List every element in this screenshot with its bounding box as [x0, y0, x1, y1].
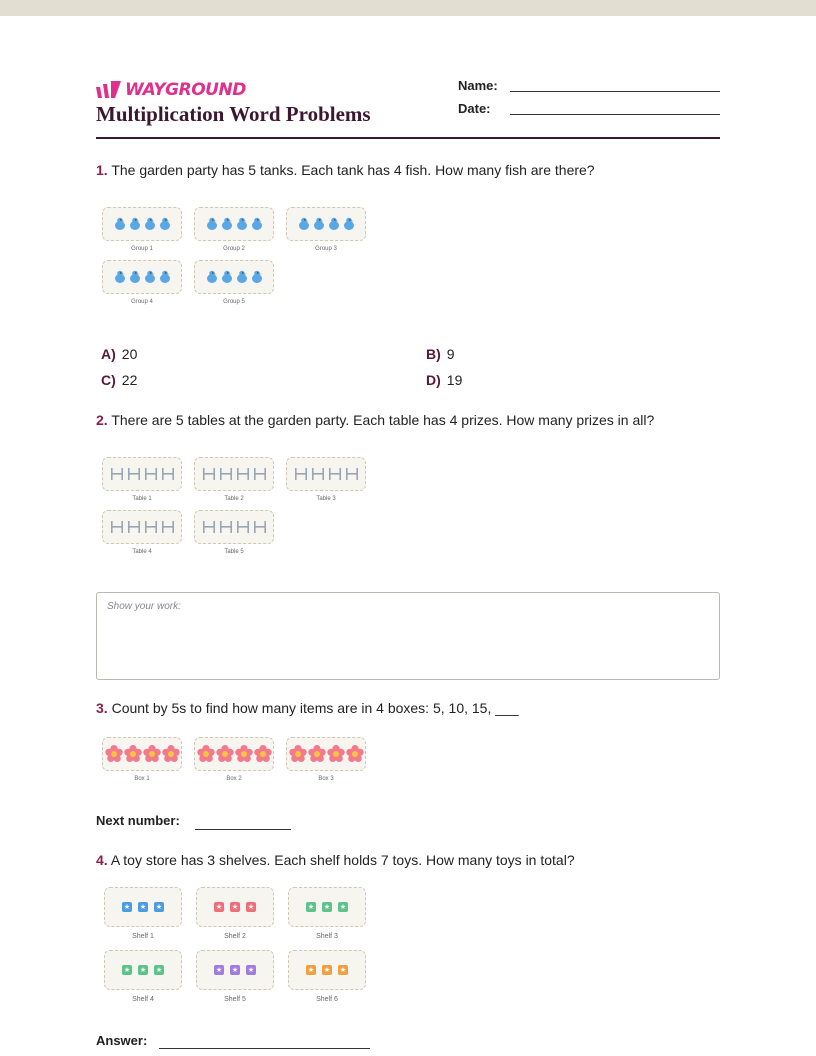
question-text: There are 5 tables at the garden party. Each table has 4 prizes. How many prizes in all?: [111, 412, 655, 428]
question-text: Count by 5s to find how many items are in 4 boxes: 5, 10, 15, ___: [111, 700, 519, 716]
fish-icon: [158, 270, 172, 284]
chair-icon: [252, 467, 268, 481]
flower-icon: [289, 745, 307, 763]
choice-value: 19: [446, 372, 463, 388]
group-label: Table 1: [132, 496, 152, 502]
shelf-box: [104, 887, 182, 927]
group-label: Group 4: [131, 299, 153, 305]
fish-icon: [128, 270, 142, 284]
name-label: Name:: [458, 78, 498, 93]
chair-icon: [160, 520, 176, 534]
fish-icon: [220, 270, 234, 284]
star-icon: ★: [155, 903, 163, 911]
star-icon: ★: [123, 903, 131, 911]
chair-icon: [201, 467, 217, 481]
group-label: Table 4: [132, 549, 152, 555]
group-box: [286, 737, 366, 771]
shelf-label: Shelf 4: [132, 996, 154, 1003]
fish-icon: [205, 270, 219, 284]
choice-d[interactable]: [426, 372, 462, 388]
flower-icon: [308, 745, 326, 763]
picture-group: [102, 207, 182, 252]
flower-icon: [143, 745, 161, 763]
shelf-label: Shelf 6: [316, 996, 338, 1003]
question-3: [96, 700, 519, 716]
group-box: [102, 510, 182, 544]
star-icon: ★: [323, 966, 331, 974]
choice-value: 20: [121, 346, 138, 362]
answer-field[interactable]: [159, 1048, 370, 1049]
fish-icon: [128, 217, 142, 231]
chair-icon: [344, 467, 360, 481]
fish-icon: [235, 217, 249, 231]
chair-icon: [160, 467, 176, 481]
shelf-label: Shelf 2: [224, 933, 246, 940]
group-label: Group 5: [223, 299, 245, 305]
shelf-box: [196, 887, 274, 927]
shelf-group: [288, 950, 366, 1003]
picture-group: [194, 737, 274, 782]
picture-group: [102, 510, 182, 555]
flower-icon: [124, 745, 142, 763]
fish-icon: [250, 217, 264, 231]
chair-icon: [126, 520, 142, 534]
group-box: [102, 260, 182, 294]
shelf-box: [288, 950, 366, 990]
star-icon: ★: [139, 903, 147, 911]
group-label: Box 1: [134, 776, 150, 782]
picture-group: [286, 457, 366, 502]
chair-icon: [109, 467, 125, 481]
fish-icon: [235, 270, 249, 284]
wayground-logo-icon: [96, 81, 122, 99]
chair-icon: [235, 467, 251, 481]
group-label: Box 3: [318, 776, 334, 782]
date-label: Date:: [458, 101, 491, 116]
picture-group: [102, 457, 182, 502]
top-bar: [0, 0, 816, 16]
group-label: Box 2: [226, 776, 242, 782]
fish-icon: [327, 217, 341, 231]
shelf-group: [196, 950, 274, 1003]
choice-letter: A): [101, 346, 116, 362]
group-box: [102, 207, 182, 241]
flower-icon: [327, 745, 345, 763]
brand-logo: [96, 80, 246, 100]
star-icon: ★: [323, 903, 331, 911]
picture-group: [102, 737, 182, 782]
shelf-label: Shelf 5: [224, 996, 246, 1003]
picture-group: [286, 737, 366, 782]
flower-icon: [105, 745, 123, 763]
question-1: [96, 162, 595, 178]
star-icon: ★: [247, 903, 255, 911]
shelf-group: [104, 887, 182, 940]
flower-icon: [197, 745, 215, 763]
group-box: [194, 260, 274, 294]
group-box: [194, 207, 274, 241]
question-2: [96, 412, 654, 428]
show-work-label: Show your work:: [107, 601, 181, 612]
picture-group: [194, 260, 274, 305]
show-work-box[interactable]: [96, 592, 720, 680]
flower-icon: [235, 745, 253, 763]
chair-icon: [143, 520, 159, 534]
answer-label: Answer:: [96, 1033, 148, 1048]
picture-group: [194, 207, 274, 252]
group-box: [286, 207, 366, 241]
shelf-label: Shelf 3: [316, 933, 338, 940]
fish-icon: [220, 217, 234, 231]
shelf-box: [288, 887, 366, 927]
fish-icon: [205, 217, 219, 231]
group-box: [102, 737, 182, 771]
question-4: [96, 852, 575, 868]
picture-group: [194, 510, 274, 555]
choice-b[interactable]: [426, 346, 455, 362]
group-box: [102, 457, 182, 491]
star-icon: ★: [307, 903, 315, 911]
name-field[interactable]: [510, 91, 720, 92]
fish-icon: [250, 270, 264, 284]
chair-icon: [218, 520, 234, 534]
next-number-label: Next number:: [96, 813, 180, 828]
choice-letter: D): [426, 372, 441, 388]
star-icon: ★: [215, 966, 223, 974]
question-number: 3.: [96, 700, 108, 716]
shelf-group: [196, 887, 274, 940]
chair-icon: [126, 467, 142, 481]
group-box: [194, 457, 274, 491]
star-icon: ★: [123, 966, 131, 974]
star-icon: ★: [155, 966, 163, 974]
question-number: 4.: [96, 852, 108, 868]
shelf-box: [196, 950, 274, 990]
picture-group: [102, 260, 182, 305]
star-icon: ★: [215, 903, 223, 911]
chair-icon: [293, 467, 309, 481]
shelf-group: [288, 887, 366, 940]
shelf-label: Shelf 1: [132, 933, 154, 940]
group-label: Group 3: [315, 246, 337, 252]
chair-icon: [310, 467, 326, 481]
group-label: Table 5: [224, 549, 244, 555]
picture-group: [194, 457, 274, 502]
star-icon: ★: [247, 966, 255, 974]
star-icon: ★: [231, 903, 239, 911]
chair-icon: [252, 520, 268, 534]
chair-icon: [218, 467, 234, 481]
fish-icon: [143, 270, 157, 284]
star-icon: ★: [339, 903, 347, 911]
date-field[interactable]: [510, 114, 720, 115]
choice-c[interactable]: [101, 372, 137, 388]
picture-group: [286, 207, 366, 252]
page-title: Multiplication Word Problems: [96, 102, 371, 126]
choice-letter: B): [426, 346, 441, 362]
chair-icon: [109, 520, 125, 534]
star-icon: ★: [307, 966, 315, 974]
brand-name: WAYGROUND: [125, 80, 246, 100]
question-text: The garden party has 5 tanks. Each tank has 4 fish. How many fish are there?: [111, 162, 595, 178]
flower-icon: [346, 745, 364, 763]
fish-icon: [312, 217, 326, 231]
header-divider: [96, 137, 720, 139]
fish-icon: [297, 217, 311, 231]
group-label: Group 1: [131, 246, 153, 252]
flower-icon: [162, 745, 180, 763]
fish-icon: [113, 217, 127, 231]
question-number: 1.: [96, 162, 108, 178]
group-label: Table 3: [316, 496, 336, 502]
shelf-group: [104, 950, 182, 1003]
next-number-field[interactable]: [195, 829, 291, 830]
group-box: [194, 737, 274, 771]
chair-icon: [235, 520, 251, 534]
choice-value: 22: [121, 372, 138, 388]
fish-icon: [143, 217, 157, 231]
fish-icon: [113, 270, 127, 284]
star-icon: ★: [339, 966, 347, 974]
group-box: [286, 457, 366, 491]
chair-icon: [143, 467, 159, 481]
question-number: 2.: [96, 412, 108, 428]
group-box: [194, 510, 274, 544]
star-icon: ★: [139, 966, 147, 974]
choice-value: 9: [446, 346, 455, 362]
star-icon: ★: [231, 966, 239, 974]
choice-letter: C): [101, 372, 116, 388]
question-text: A toy store has 3 shelves. Each shelf holds 7 toys. How many toys in total?: [110, 852, 575, 868]
fish-icon: [158, 217, 172, 231]
shelf-box: [104, 950, 182, 990]
group-label: Table 2: [224, 496, 244, 502]
fish-icon: [342, 217, 356, 231]
group-label: Group 2: [223, 246, 245, 252]
choice-a[interactable]: [101, 346, 137, 362]
flower-icon: [216, 745, 234, 763]
flower-icon: [254, 745, 272, 763]
chair-icon: [327, 467, 343, 481]
chair-icon: [201, 520, 217, 534]
